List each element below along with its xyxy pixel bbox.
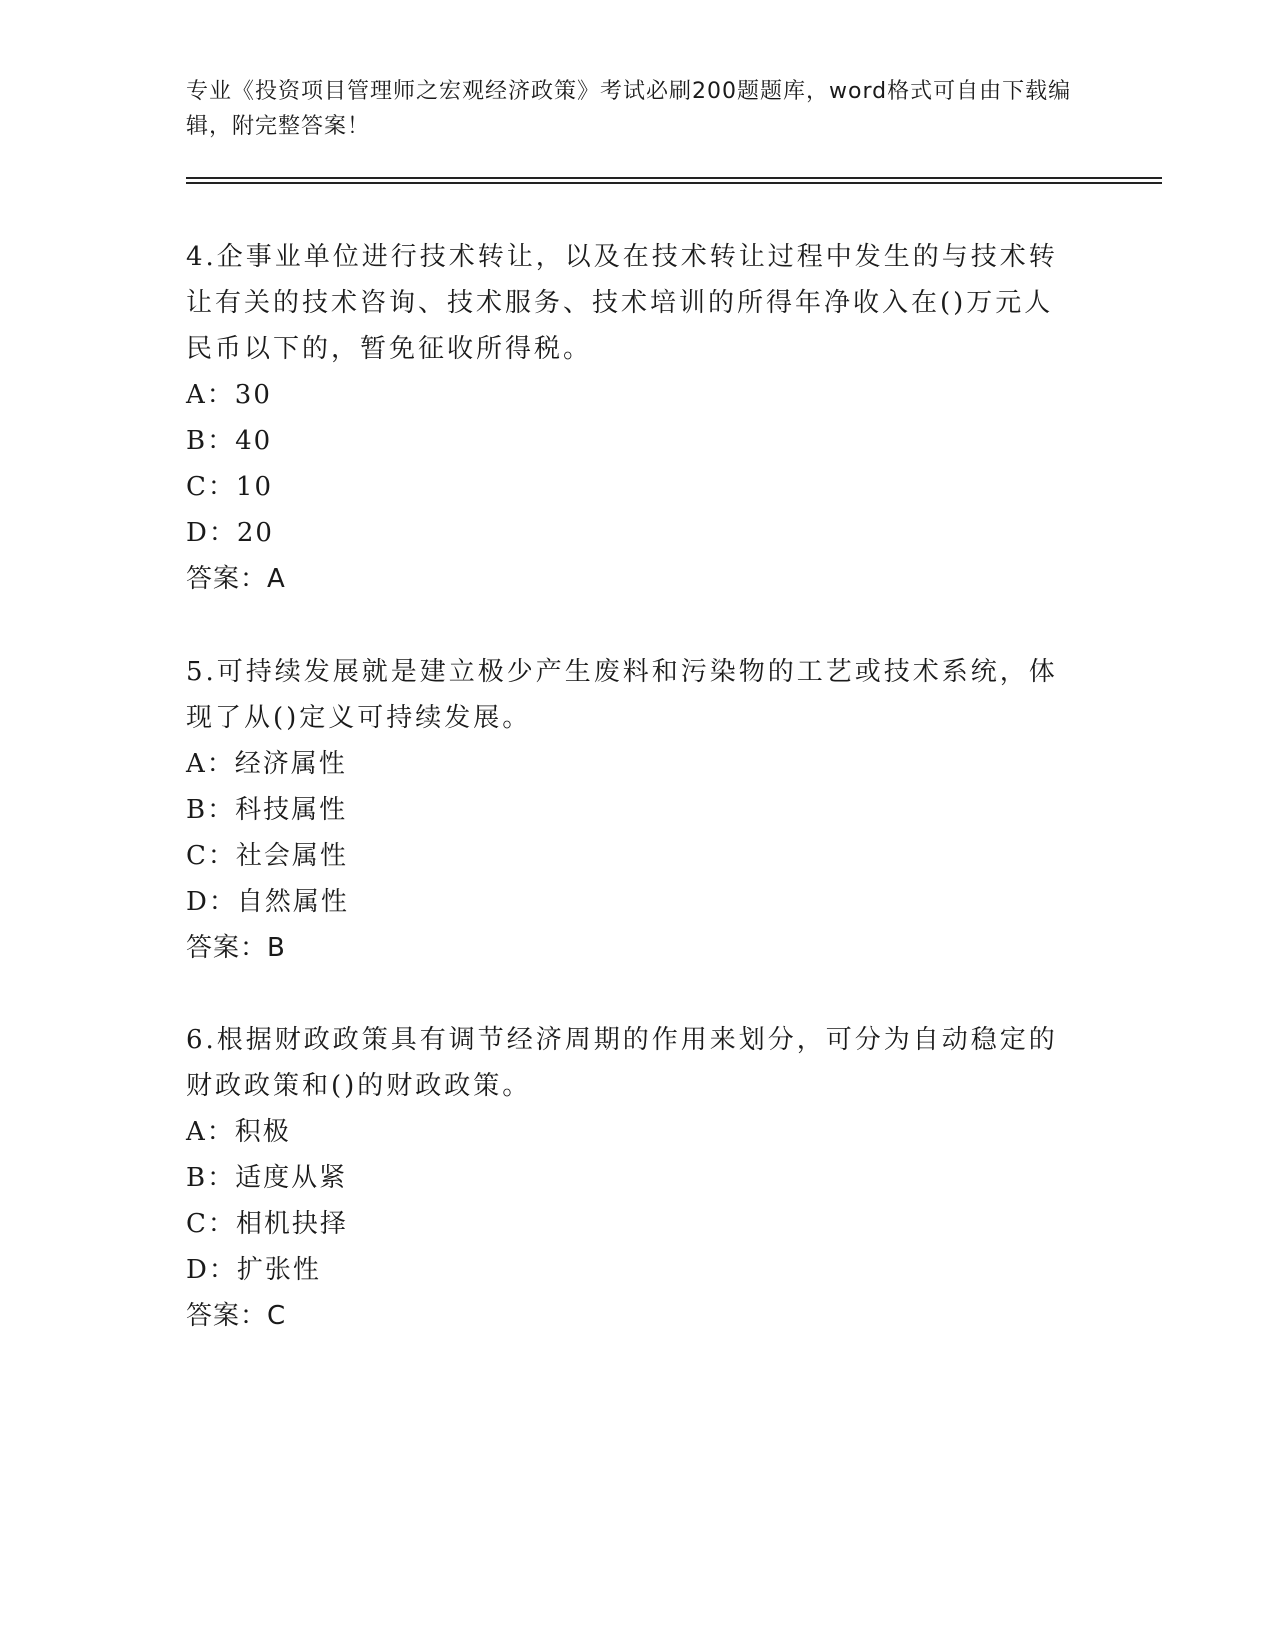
option-b bbox=[186, 418, 1066, 464]
answer-line: 答案：A bbox=[186, 564, 286, 594]
question-stem: 5.可持续发展就是建立极少产生废料和污染物的工艺或技术系统，体现了从()定义可持续发展。 bbox=[186, 657, 1058, 733]
option-key: B： bbox=[186, 795, 236, 825]
option-text: 20 bbox=[236, 518, 274, 548]
option-key: C： bbox=[186, 472, 236, 502]
option-key: C： bbox=[186, 841, 236, 871]
option-a bbox=[186, 741, 1066, 787]
option-text: 扩张性 bbox=[236, 1255, 321, 1285]
option-key: A： bbox=[186, 1117, 235, 1147]
question-stem: 4.企事业单位进行技术转让，以及在技术转让过程中发生的与技术转让有关的技术咨询、技术服务、技术培训的所得年净收入在()万元人民币以下的，暂免征收所得税。 bbox=[186, 242, 1058, 364]
option-text: 适度从紧 bbox=[235, 1163, 348, 1193]
question-4 bbox=[186, 234, 1066, 602]
option-text: 经济属性 bbox=[234, 749, 347, 779]
header-divider-top bbox=[186, 177, 1162, 179]
option-text: 科技属性 bbox=[235, 795, 348, 825]
option-text: 30 bbox=[234, 380, 272, 410]
question-6 bbox=[186, 1017, 1066, 1339]
option-text: 10 bbox=[235, 472, 273, 502]
option-c bbox=[186, 1201, 1066, 1247]
option-a bbox=[186, 372, 1066, 418]
option-d bbox=[186, 879, 1066, 925]
option-key: B： bbox=[186, 1163, 236, 1193]
question-5 bbox=[186, 649, 1066, 971]
answer-line: 答案：B bbox=[186, 933, 286, 963]
option-d bbox=[186, 1247, 1066, 1293]
question-stem: 6.根据财政政策具有调节经济周期的作用来划分，可分为自动稳定的财政政策和()的财政政策。 bbox=[186, 1025, 1058, 1101]
option-text: 积极 bbox=[234, 1117, 291, 1147]
option-c bbox=[186, 464, 1066, 510]
option-key: B： bbox=[186, 426, 236, 456]
option-c bbox=[186, 833, 1066, 879]
option-a bbox=[186, 1109, 1066, 1155]
option-d bbox=[186, 510, 1066, 556]
option-key: D： bbox=[186, 887, 237, 917]
option-key: D： bbox=[186, 518, 237, 548]
option-text: 自然属性 bbox=[236, 887, 349, 917]
option-key: A： bbox=[186, 380, 235, 410]
option-b bbox=[186, 787, 1066, 833]
option-text: 社会属性 bbox=[235, 841, 348, 871]
document-header: 专业《投资项目管理师之宏观经济政策》考试必刷200题题库，word格式可自由下载编辑，附完整答案！ bbox=[186, 79, 1072, 139]
option-key: C： bbox=[186, 1209, 236, 1239]
option-key: D： bbox=[186, 1255, 237, 1285]
header-divider-bottom bbox=[186, 182, 1162, 184]
answer-line: 答案：C bbox=[186, 1301, 287, 1331]
option-text: 相机抉择 bbox=[235, 1209, 348, 1239]
option-key: A： bbox=[186, 749, 235, 779]
option-b bbox=[186, 1155, 1066, 1201]
option-text: 40 bbox=[235, 426, 273, 456]
